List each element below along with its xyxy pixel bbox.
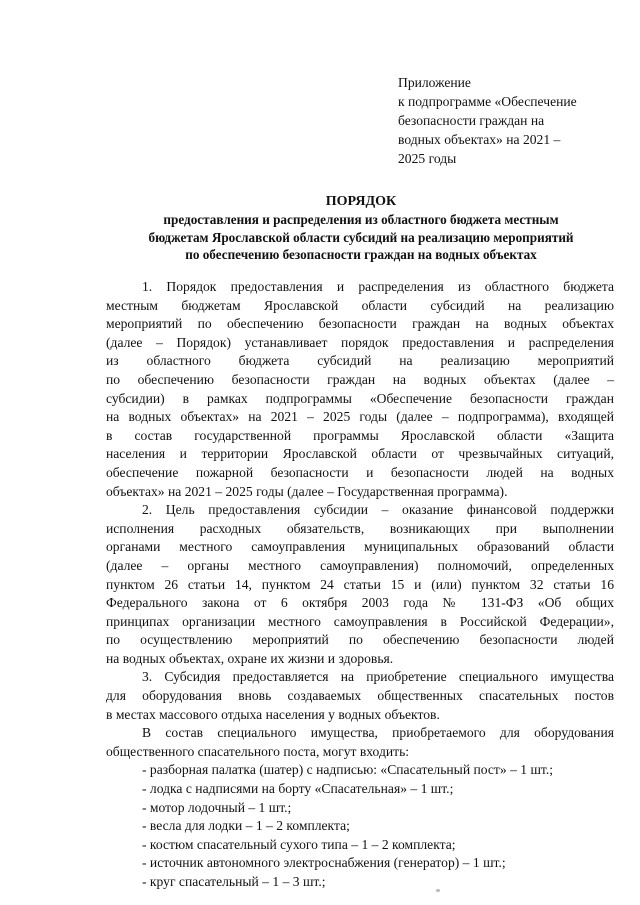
equipment-list (106, 761, 614, 891)
paragraph-line: обеспечение пожарной безопасности и безопасности людей на водных (106, 464, 614, 480)
paragraph-line: (далее – Порядок) устанавливает порядок предоставления и распределения (106, 334, 614, 350)
list-item: - лодка с надписями на борту «Спасательная» – 1 шт.; (142, 781, 454, 797)
list-item: - мотор лодочный – 1 шт.; (142, 799, 292, 815)
subtitle-line: по обеспечению безопасности граждан на водных объектах (185, 247, 537, 262)
paragraph-line: 2. Цель предоставления субсидии – оказание финансовой поддержки (142, 502, 614, 518)
paragraph-1 (106, 278, 614, 501)
document-body (106, 278, 614, 892)
paragraph-line: В состав специального имущества, приобретаемого для оборудования (142, 725, 614, 741)
paragraph-line: 3. Субсидия предоставляется на приобретение специального имущества (142, 669, 614, 685)
document-title: ПОРЯДОК (325, 194, 397, 209)
appendix-line: 2025 годы (398, 151, 457, 166)
list-item: - источник автономного электроснабжения (генератор) – 1 шт.; (142, 855, 506, 871)
paragraph-line: для оборудования вновь создаваемых общественных спасательных постов (106, 688, 614, 704)
subtitle-line: предоставления и распределения из областного бюджета местным (163, 212, 559, 227)
paragraph-line: общественного спасательного поста, могут входить: (106, 743, 410, 759)
paragraph-line: объектах» на 2021 – 2025 годы (далее – Государственная программа). (106, 483, 508, 499)
paragraph-line: в местах массового отдыха населения у водных объектов. (106, 706, 440, 722)
paragraph-line: населения и территории Ярославской области от чрезвычайных ситуаций, (106, 446, 614, 462)
subtitle-line: бюджетам Ярославской области субсидий на реализацию мероприятий (148, 229, 574, 245)
appendix-line: безопасности граждан на (398, 113, 545, 128)
paragraph-line: мероприятий по обеспечению безопасности граждан на водных объектах (106, 316, 614, 332)
document-subtitle (100, 211, 622, 264)
paragraph-line: пунктом 26 статьи 14, пунктом 24 статьи 15 и (или) пунктом 32 статьи 16 (106, 576, 614, 592)
paragraph-4 (106, 724, 614, 761)
paragraph-2 (106, 501, 614, 668)
paragraph-line: по осуществлению мероприятий по обеспечению безопасности людей (106, 632, 614, 648)
list-item: - весла для лодки – 1 – 2 комплекта; (142, 818, 350, 834)
paragraph-line: исполнения расходных обязательств, возникающих при выполнении (106, 520, 614, 536)
list-item: - костюм спасательный сухого типа – 1 – 2 комплекта; (142, 836, 456, 852)
paragraph-line: в состав государственной программы Ярославской области «Защита (106, 427, 614, 443)
appendix-line: Приложение (398, 75, 471, 90)
paragraph-line: по обеспечению безопасности граждан на водных объектах (далее – (106, 371, 614, 387)
paragraph-line: местным бюджетам Ярославской области субсидий на реализацию (106, 297, 614, 313)
paragraph-3 (106, 668, 614, 724)
scan-dot (436, 889, 440, 892)
paragraph-line: субсидии) в рамках подпрограммы «Обеспечение безопасности граждан (106, 390, 614, 406)
paragraph-line: Федерального закона от 6 октября 2003 года № 131-ФЗ «Об общих (106, 595, 614, 611)
appendix-note (398, 73, 613, 168)
list-item: - разборная палатка (шатер) с надписью: «Спасательный пост» – 1 шт.; (142, 762, 554, 778)
paragraph-line: (далее – органы местного самоуправления) полномочий, определенных (106, 557, 614, 573)
list-item: - круг спасательный – 1 – 3 шт.; (142, 874, 326, 889)
paragraph-line: на водных объектах» на 2021 – 2025 годы (далее – подпрограмма), входящей (106, 409, 614, 425)
paragraph-line: на водных объектах, охране их жизни и здоровья. (106, 650, 394, 666)
appendix-line: водных объектах» на 2021 – (398, 132, 561, 147)
paragraph-line: органами местного самоуправления муниципальных образований области (106, 539, 614, 555)
appendix-line: к подпрограмме «Обеспечение (398, 94, 577, 109)
paragraph-line: принципах организации местного самоуправления в Российской Федерации», (106, 613, 614, 629)
paragraph-line: 1. Порядок предоставления и распределения из областного бюджета (142, 279, 614, 294)
paragraph-line: из областного бюджета субсидий на реализацию мероприятий (106, 353, 614, 369)
